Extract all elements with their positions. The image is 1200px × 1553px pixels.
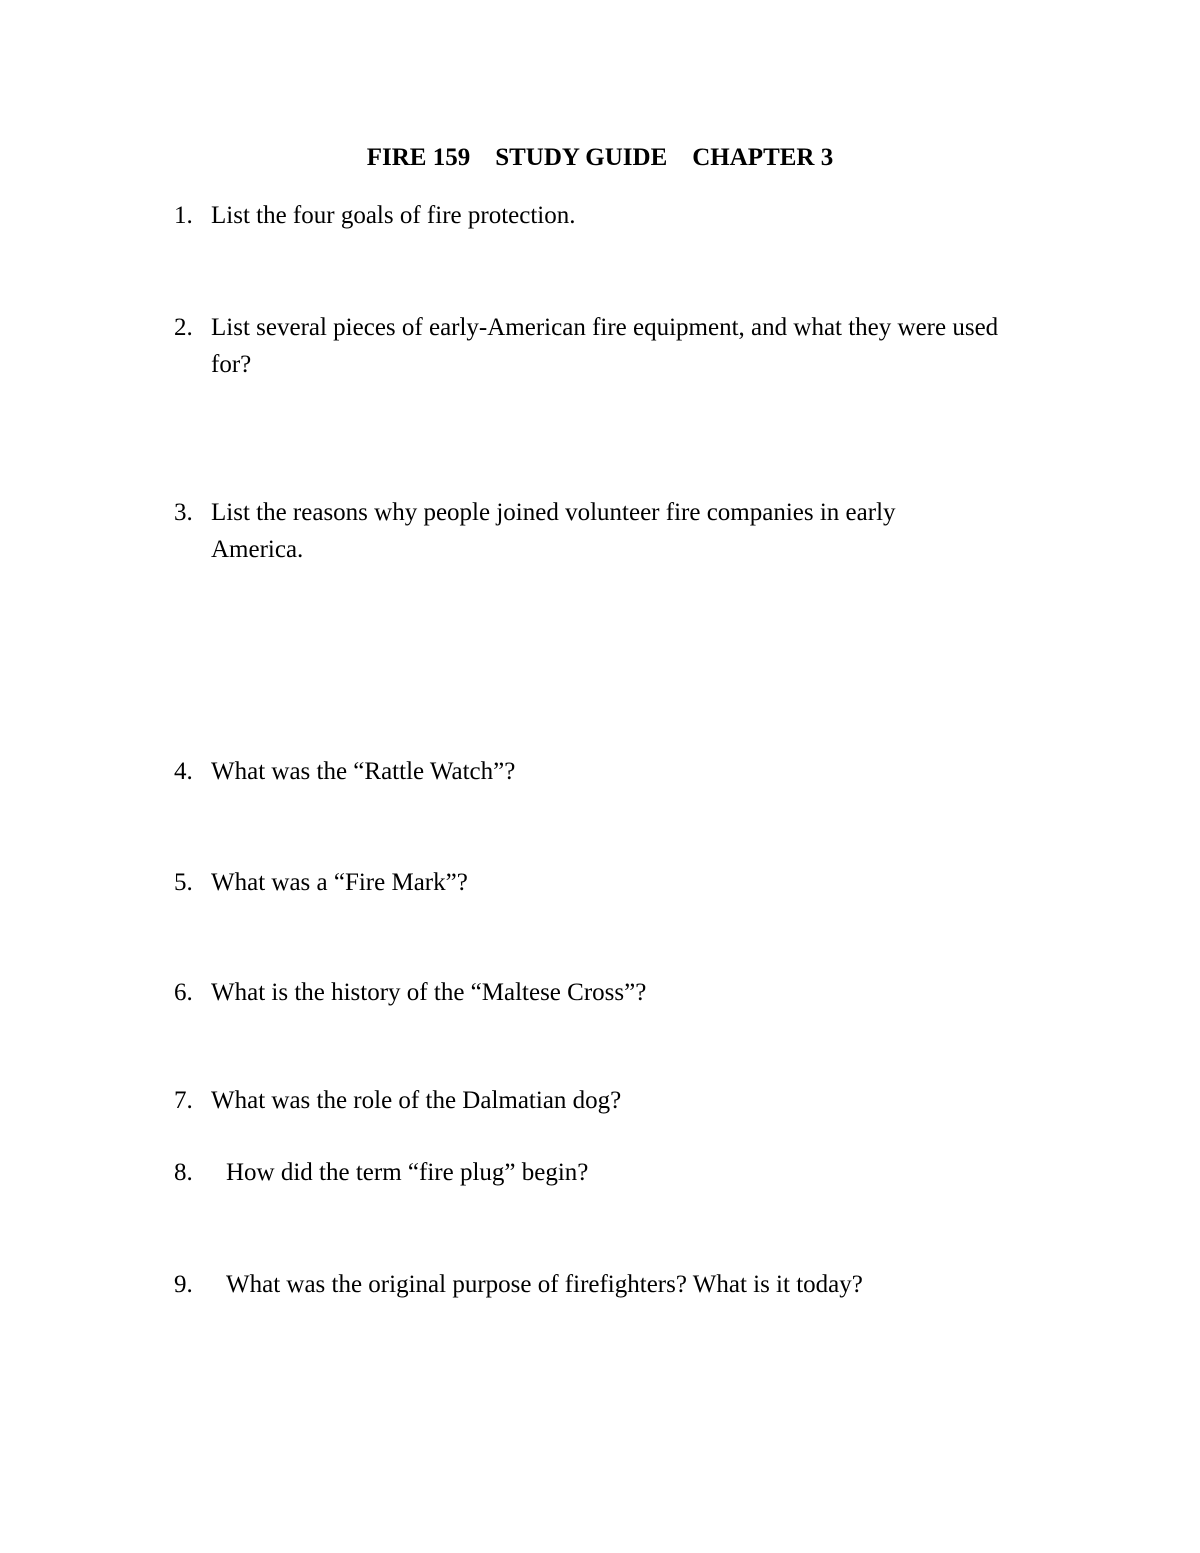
- question-number: 4.: [174, 758, 193, 785]
- question-text: What was the “Rattle Watch”?: [211, 758, 516, 785]
- question-number: 9.: [174, 1271, 193, 1298]
- question-number: 1.: [174, 202, 193, 229]
- question-text: What is the history of the “Maltese Cross”?: [211, 979, 647, 1006]
- question-text: What was the original purpose of firefighters? What is it today?: [226, 1271, 863, 1298]
- question-text: List several pieces of early-American fire equipment, and what they were used for?: [211, 314, 999, 378]
- question-text: How did the term “fire plug” begin?: [226, 1159, 589, 1186]
- question-text: List the reasons why people joined volunteer fire companies in early America.: [211, 499, 896, 563]
- question-number: 3.: [174, 499, 193, 526]
- question-text: What was the role of the Dalmatian dog?: [211, 1087, 622, 1114]
- question-number: 7.: [174, 1087, 193, 1114]
- question-number: 5.: [174, 869, 193, 896]
- question-text: List the four goals of fire protection.: [211, 202, 576, 229]
- question-number: 8.: [174, 1159, 193, 1186]
- question-number: 6.: [174, 979, 193, 1006]
- question-text: What was a “Fire Mark”?: [211, 869, 468, 896]
- question-number: 2.: [174, 314, 193, 341]
- page-title: FIRE 159 STUDY GUIDE CHAPTER 3: [366, 144, 834, 171]
